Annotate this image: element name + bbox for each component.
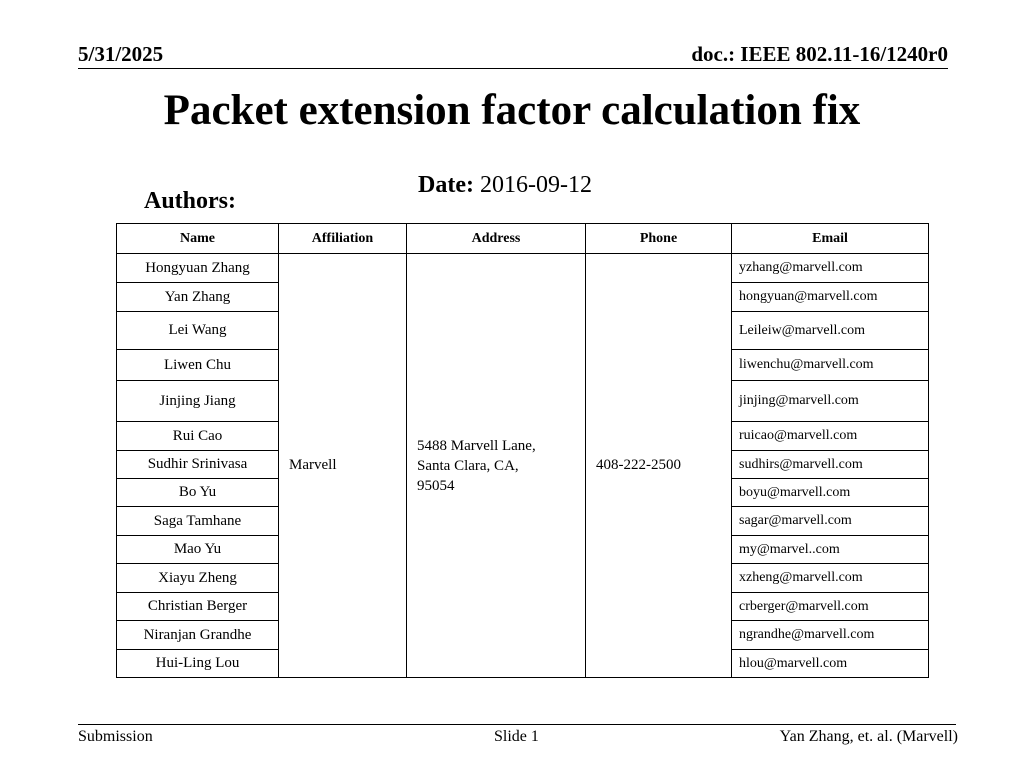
author-email: jinjing@marvell.com — [732, 381, 929, 422]
author-name: Bo Yu — [117, 479, 279, 507]
author-name: Saga Tamhane — [117, 507, 279, 536]
date-value: 2016-09-12 — [479, 172, 592, 198]
author-email: my@marvel..com — [732, 536, 929, 564]
header-phone: Phone — [586, 224, 732, 254]
authors-table — [116, 223, 929, 678]
author-name: Rui Cao — [117, 422, 279, 451]
authors-label: Authors: — [144, 188, 237, 214]
footer-submission: Submission — [78, 728, 153, 745]
author-email: liwenchu@marvell.com — [732, 350, 929, 381]
header-email: Email — [732, 224, 929, 254]
author-name: Christian Berger — [117, 593, 279, 621]
table-header-row — [117, 224, 929, 254]
author-email: hlou@marvell.com — [732, 650, 929, 678]
author-email: hongyuan@marvell.com — [732, 283, 929, 312]
author-email: sudhirs@marvell.com — [732, 451, 929, 479]
address-cell: 5488 Marvell Lane, Santa Clara, CA, 95054 — [407, 254, 586, 678]
author-name: Hui-Ling Lou — [117, 650, 279, 678]
author-email: sagar@marvell.com — [732, 507, 929, 536]
date-label: Date: — [418, 172, 474, 198]
slide-title: Packet extension factor calculation fix — [163, 87, 861, 134]
author-name: Yan Zhang — [117, 283, 279, 312]
author-name: Jinjing Jiang — [117, 381, 279, 422]
author-name: Liwen Chu — [117, 350, 279, 381]
footer-author: Yan Zhang, et. al. (Marvell) — [779, 728, 958, 745]
author-name: Xiayu Zheng — [117, 564, 279, 593]
phone-cell: 408-222-2500 — [586, 254, 732, 678]
table-row — [117, 254, 929, 283]
author-name: Mao Yu — [117, 536, 279, 564]
author-email: ngrandhe@marvell.com — [732, 621, 929, 650]
header-address: Address — [407, 224, 586, 254]
header-rule — [78, 68, 948, 69]
header-doc-id: doc.: IEEE 802.11-16/1240r0 — [691, 42, 948, 66]
author-email: xzheng@marvell.com — [732, 564, 929, 593]
header-date: 5/31/2025 — [78, 42, 164, 66]
author-name: Hongyuan Zhang — [117, 254, 279, 283]
affiliation-cell: Marvell — [279, 254, 407, 678]
author-email: boyu@marvell.com — [732, 479, 929, 507]
footer-slide-number: Slide 1 — [494, 728, 539, 745]
author-name: Lei Wang — [117, 312, 279, 350]
author-email: yzhang@marvell.com — [732, 254, 929, 283]
author-email: crberger@marvell.com — [732, 593, 929, 621]
author-name: Niranjan Grandhe — [117, 621, 279, 650]
header-affiliation: Affiliation — [279, 224, 407, 254]
author-email: Leileiw@marvell.com — [732, 312, 929, 350]
author-name: Sudhir Srinivasa — [117, 451, 279, 479]
author-email: ruicao@marvell.com — [732, 422, 929, 451]
date-line — [418, 172, 592, 199]
footer-rule — [78, 724, 956, 725]
header-name: Name — [117, 224, 279, 254]
